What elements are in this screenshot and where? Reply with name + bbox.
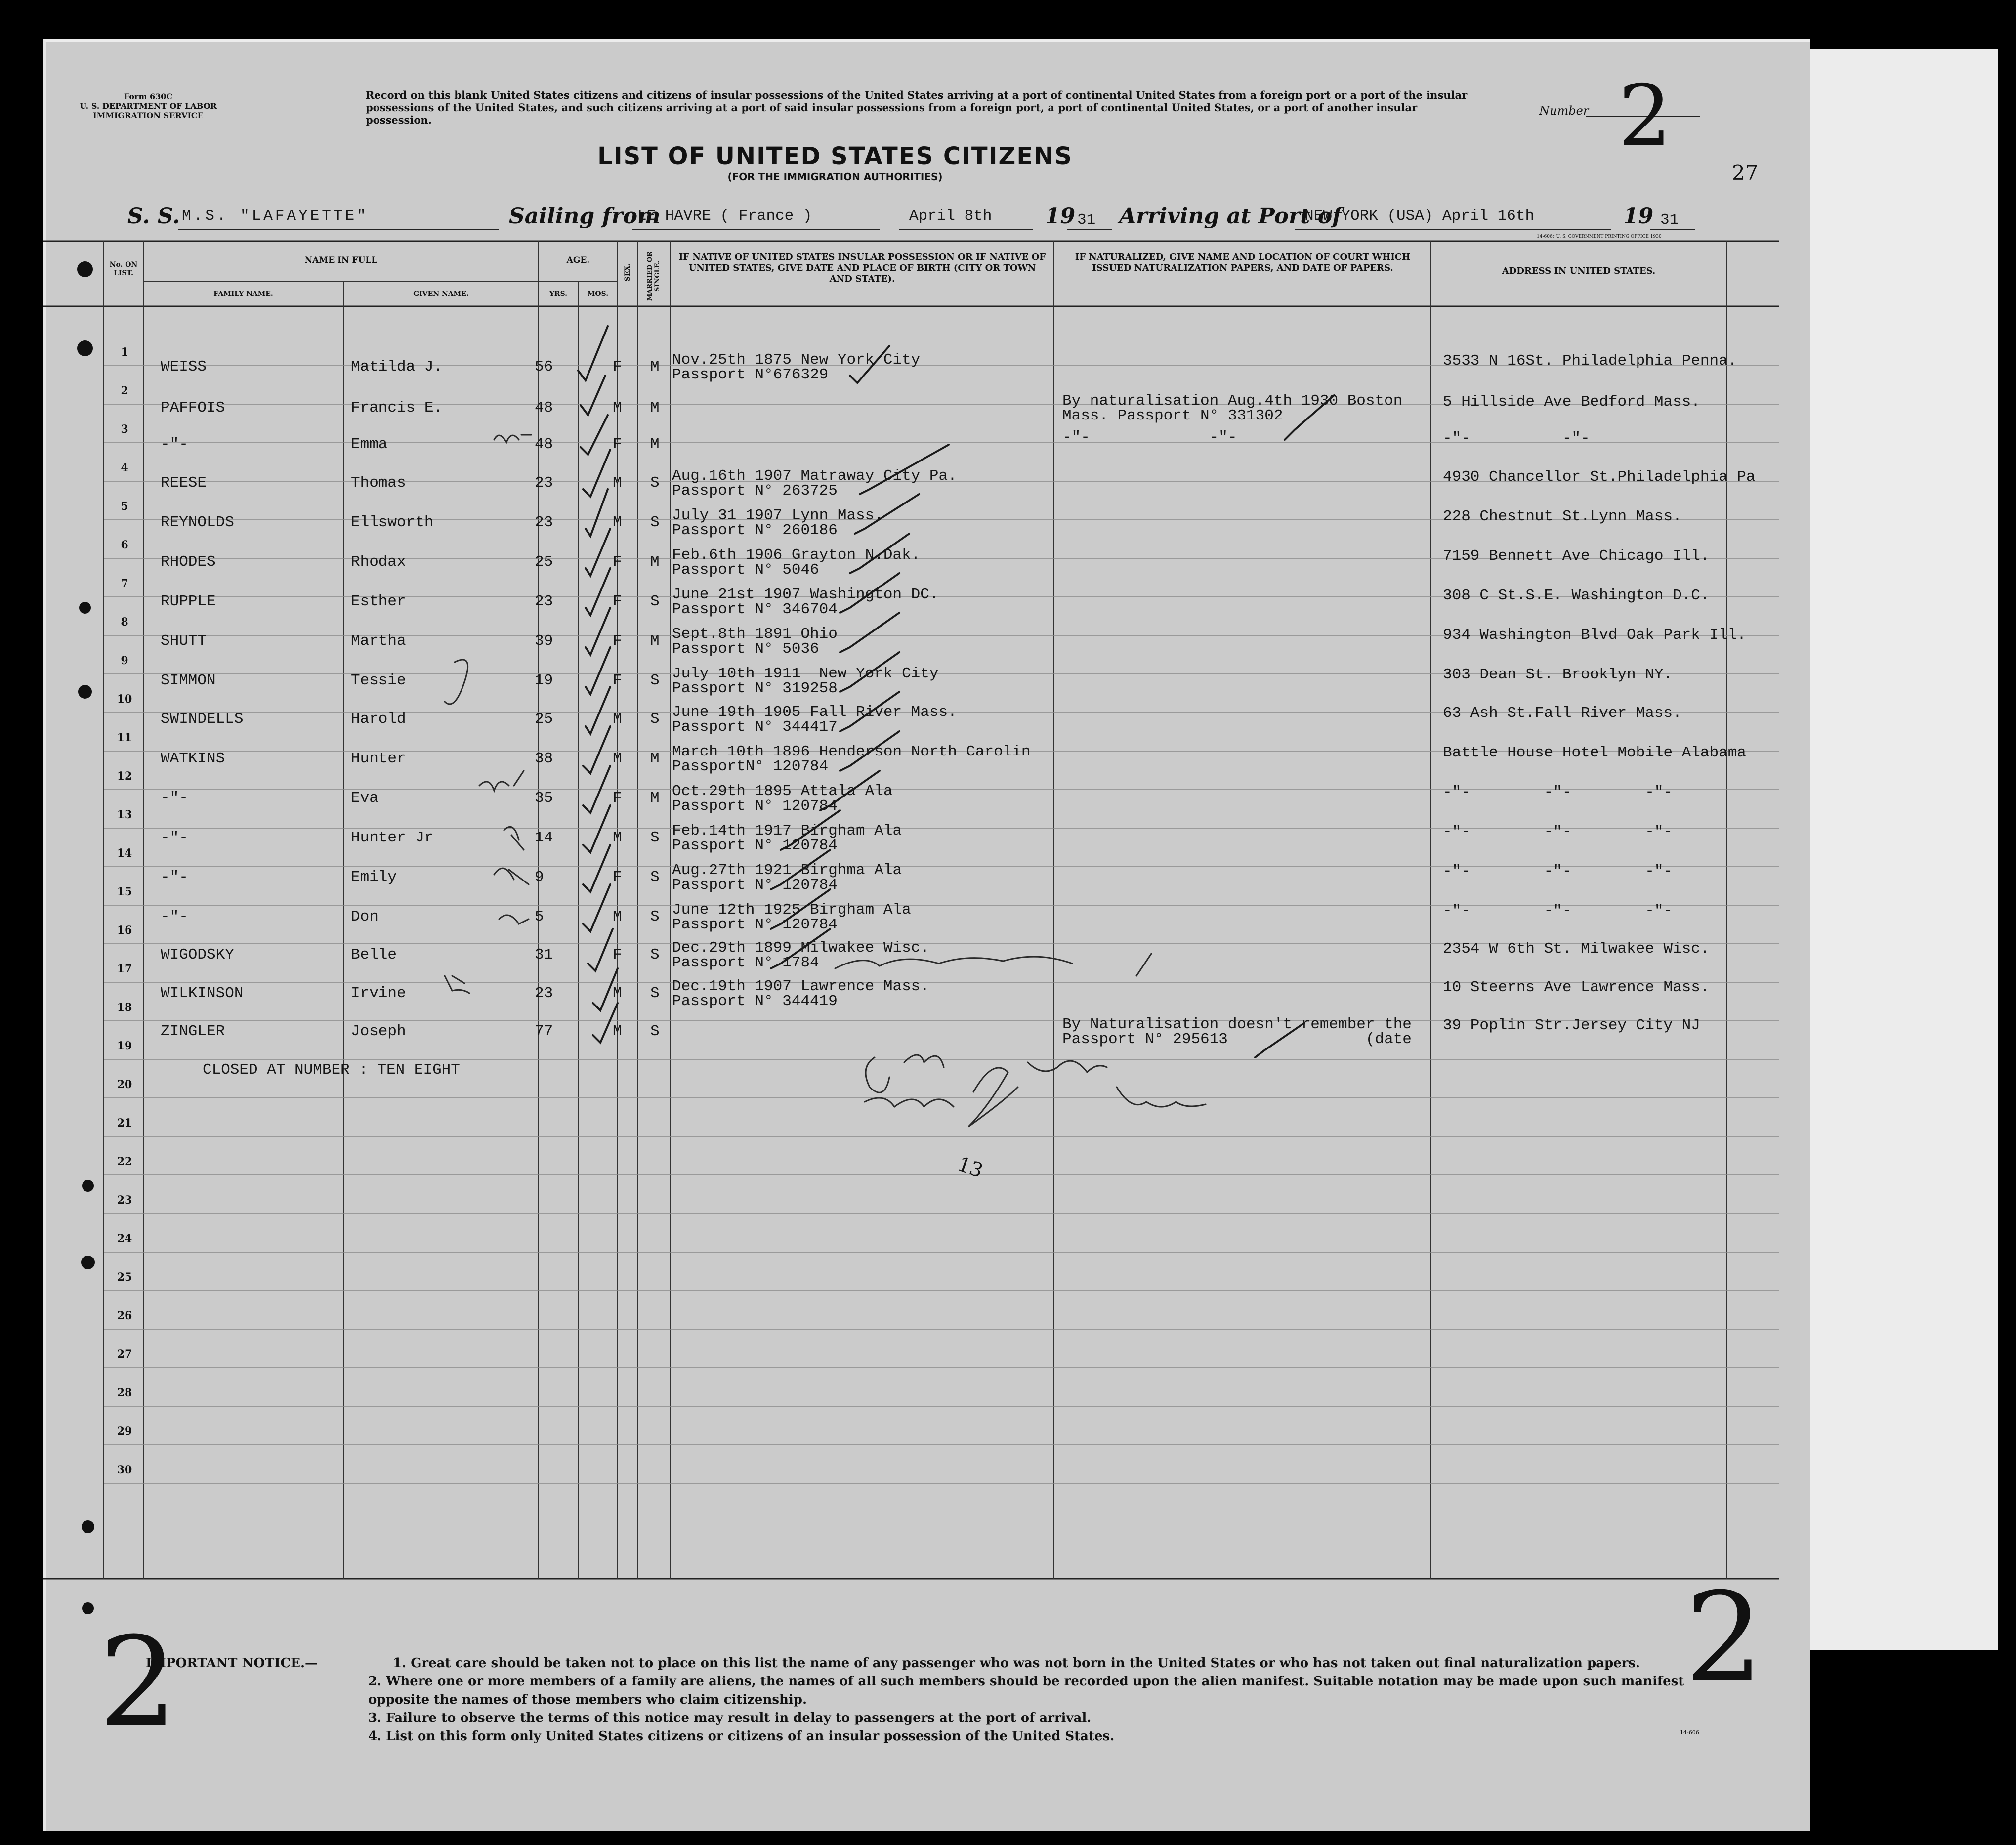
- given-name: Ellsworth: [351, 514, 434, 531]
- birth-line-2: Passport N° 120784: [672, 797, 838, 815]
- header-name-in-full: NAME IN FULL: [304, 255, 378, 265]
- birth-line-1: June 21st 1907 Washington DC.: [672, 586, 939, 603]
- given-name: Esther: [351, 593, 406, 610]
- row-number: 11: [117, 731, 132, 744]
- notice-item-1: 1. Great care should be taken not to place on this list the name of any passenger who was not born in the United States or who has not taken out final naturalization papers.: [393, 1656, 1640, 1671]
- binder-holes: [0, 0, 198, 1845]
- family-name: -"-: [161, 790, 188, 807]
- birth-line-1: June 12th 1925 Birgham Ala: [672, 901, 911, 919]
- notice-item-2: 2. Where one or more members of a family are aliens, the names of all such members should be recorded upon the alien manifest. Suitable notation may be made upon such manifest opposite the names of those members who claim citizenship.: [368, 1674, 1684, 1707]
- birth-line-1: Nov.25th 1875 New York City: [672, 351, 921, 369]
- family-name: -"-: [161, 869, 188, 886]
- address: 4930 Chancellor St.Philadelphia Pa: [1443, 468, 1756, 486]
- age-years: 9: [535, 869, 544, 886]
- row-number: 12: [117, 770, 132, 783]
- notice-item-3: 3. Failure to observe the terms of this notice may result in delay to passengers at the port of arrival.: [368, 1711, 1092, 1725]
- row-number: 5: [121, 500, 128, 513]
- row-number: 26: [117, 1309, 132, 1322]
- given-name: Irvine: [351, 985, 406, 1002]
- marital-status: S: [650, 514, 660, 531]
- address: 5 Hillside Ave Bedford Mass.: [1443, 393, 1700, 411]
- family-name: SHUTT: [161, 632, 207, 650]
- sex: M: [613, 985, 622, 1002]
- birth-line-1: July 10th 1911 New York City: [672, 665, 939, 682]
- birth-line-2: Passport N° 5036: [672, 640, 819, 658]
- marital-status: M: [650, 358, 660, 376]
- header-no: No. ON LIST.: [109, 261, 138, 277]
- marital-status: S: [650, 908, 660, 925]
- marital-status: M: [650, 750, 660, 767]
- birth-line-1: July 31 1907 Lynn Mass.: [672, 507, 883, 524]
- marital-status: M: [650, 553, 660, 571]
- age-years: 25: [535, 553, 553, 571]
- sex: F: [613, 672, 622, 689]
- birth-line-2: Passport N° 263725: [672, 482, 838, 500]
- birth-line-1: Sept.8th 1891 Ohio: [672, 626, 838, 643]
- row-number: 19: [117, 1040, 132, 1052]
- address: 934 Washington Blvd Oak Park Ill.: [1443, 627, 1746, 644]
- marital-status: M: [650, 790, 660, 807]
- row-number: 3: [121, 423, 128, 436]
- header-yrs: YRS.: [549, 290, 568, 298]
- sex: M: [613, 750, 622, 767]
- list-number: 2: [1618, 67, 1672, 165]
- given-name: Belle: [351, 946, 397, 964]
- birth-line-2: Passport N° 344417: [672, 718, 838, 736]
- address: -"- -"- -"-: [1443, 823, 1673, 840]
- family-name: ZINGLER: [161, 1023, 225, 1040]
- given-name: Tessie: [351, 672, 406, 689]
- age-years: 39: [535, 632, 553, 650]
- row-number: 22: [117, 1155, 132, 1168]
- row-number: 29: [117, 1425, 132, 1438]
- row-number: 30: [117, 1464, 132, 1476]
- address: 228 Chestnut St.Lynn Mass.: [1443, 508, 1682, 525]
- sex: F: [613, 632, 622, 650]
- page-subtitle: (FOR THE IMMIGRATION AUTHORITIES): [727, 171, 943, 183]
- row-number: 27: [117, 1348, 132, 1361]
- naturalization-line-2: Mass. Passport N° 331302: [1062, 407, 1283, 424]
- given-name: Harold: [351, 711, 406, 728]
- notice-label: IMPORTANT NOTICE.—: [146, 1656, 318, 1671]
- row-number: 8: [121, 616, 128, 629]
- family-name: PAFFOIS: [161, 399, 225, 417]
- age-years: 77: [535, 1023, 553, 1040]
- sex: M: [613, 474, 622, 492]
- birth-line-1: Aug.16th 1907 Matraway City Pa.: [672, 467, 957, 485]
- arrive-year: 31: [1660, 211, 1679, 229]
- row-number: 17: [117, 963, 132, 975]
- given-name: Hunter Jr: [351, 829, 434, 846]
- ss-label: S. S.: [127, 204, 180, 229]
- sex: F: [613, 436, 622, 453]
- address: 63 Ash St.Fall River Mass.: [1443, 705, 1682, 722]
- birth-line-1: Aug.27th 1921 Birghma Ala: [672, 862, 902, 879]
- page-number: 27: [1732, 161, 1759, 185]
- birth-line-2: Passport N° 120784: [672, 837, 838, 854]
- port-to: NEW YORK (USA) April 16th: [1304, 208, 1535, 225]
- marital-status: S: [650, 672, 660, 689]
- sex: F: [613, 869, 622, 886]
- naturalization-line-2: Passport N° 295613 (date: [1062, 1031, 1412, 1048]
- given-name: Martha: [351, 632, 406, 650]
- sex: F: [613, 358, 622, 376]
- age-years: 38: [535, 750, 553, 767]
- header-married: MARRIED OR SINGLE.: [646, 252, 661, 301]
- sex: M: [613, 711, 622, 728]
- row-number: 7: [121, 577, 128, 590]
- birth-line-1: March 10th 1896 Henderson North Carolin: [672, 743, 1031, 760]
- naturalization-line-1: By Naturalisation doesn't remember the: [1062, 1016, 1412, 1033]
- given-name: Eva: [351, 790, 378, 807]
- family-name: REESE: [161, 474, 207, 492]
- ship-name: M.S. "LAFAYETTE": [182, 208, 369, 225]
- row-number: 16: [117, 924, 132, 937]
- marital-status: S: [650, 711, 660, 728]
- age-years: 23: [535, 985, 553, 1002]
- marital-status: S: [650, 946, 660, 964]
- family-name: REYNOLDS: [161, 514, 234, 531]
- address: -"- -"- -"-: [1443, 863, 1673, 880]
- row-number: 14: [117, 847, 132, 860]
- birth-line-2: Passport N° 1784: [672, 954, 819, 971]
- birth-line-1: Oct.29th 1895 Attala Ala: [672, 783, 893, 800]
- birth-line-2: Passport N° 319258: [672, 680, 838, 697]
- naturalization-line-1: -"- -"-: [1062, 429, 1237, 446]
- number-label: Number: [1539, 104, 1589, 118]
- row-number: 18: [117, 1001, 132, 1014]
- row-number: 13: [117, 808, 132, 821]
- marital-status: M: [650, 632, 660, 650]
- age-years: 23: [535, 593, 553, 610]
- row-number: 10: [117, 693, 132, 706]
- address: 3533 N 16St. Philadelphia Penna.: [1443, 352, 1737, 370]
- header-address: ADDRESS IN UNITED STATES.: [1502, 266, 1656, 276]
- form-id: Form 630C: [124, 92, 173, 101]
- given-name: Emma: [351, 436, 388, 453]
- given-name: Francis E.: [351, 399, 443, 417]
- row-number: 15: [117, 885, 132, 898]
- row-number: 1: [121, 346, 128, 359]
- sail-year: 31: [1077, 211, 1096, 229]
- header-birth: IF NATIVE OF UNITED STATES INSULAR POSSESSION OR IF NATIVE OF UNITED STATES, GIVE DATE AND PLACE OF BIRTH (CITY OR TOWN AND STATE).: [678, 252, 1046, 284]
- age-years: 56: [535, 358, 553, 376]
- row-number: 20: [117, 1078, 132, 1091]
- instructions: Record on this blank United States citizens and citizens of insular possessions of the United States arriving at a port of continental United States from a foreign port or a port of the insular possessions of the United States, and such citizens arriving at a port of said insular possessions from a foreign port, a port of continental United States, or a port of another insular possession.: [366, 89, 1468, 126]
- sailing-label: Sailing from: [509, 204, 661, 229]
- family-name: WIGODSKY: [161, 946, 234, 964]
- page-title: LIST OF UNITED STATES CITIZENS: [597, 142, 1073, 170]
- service: IMMIGRATION SERVICE: [93, 111, 204, 120]
- sex: F: [613, 553, 622, 571]
- age-years: 23: [535, 514, 553, 531]
- age-years: 19: [535, 672, 553, 689]
- marital-status: S: [650, 869, 660, 886]
- given-name: Hunter: [351, 750, 406, 767]
- row-number: 25: [117, 1271, 132, 1284]
- year-prefix: 19: [1045, 204, 1076, 229]
- sex: M: [613, 1023, 622, 1040]
- row-number: 6: [121, 539, 128, 551]
- family-name: -"-: [161, 436, 188, 453]
- marital-status: S: [650, 593, 660, 610]
- age-years: 5: [535, 908, 544, 925]
- marital-status: S: [650, 829, 660, 846]
- family-name: RHODES: [161, 553, 216, 571]
- header-given-name: GIVEN NAME.: [413, 290, 469, 298]
- stamp-number: 13: [954, 1152, 986, 1183]
- family-name: WATKINS: [161, 750, 225, 767]
- address: -"- -"- -"-: [1443, 902, 1673, 920]
- footer-code: 14-606: [1680, 1729, 1699, 1736]
- address: -"- -"-: [1443, 430, 1590, 447]
- footer-big-number-left: 2: [99, 1610, 178, 1754]
- row-number: 24: [117, 1232, 132, 1245]
- header-family-name: FAMILY NAME.: [213, 290, 273, 298]
- birth-line-1: Feb.14th 1917 Birgham Ala: [672, 822, 902, 839]
- row-number: 2: [121, 384, 128, 397]
- given-name: Don: [351, 908, 378, 925]
- birth-line-2: Passport N°676329: [672, 366, 829, 383]
- port-from: LE HAVRE ( France ): [637, 208, 812, 225]
- row-number: 9: [121, 654, 128, 667]
- marital-status: S: [650, 474, 660, 492]
- important-notice: [106, 1654, 1737, 1746]
- header-age: AGE.: [566, 255, 590, 265]
- footer-big-number-right: 2: [1685, 1566, 1764, 1710]
- marital-status: S: [650, 985, 660, 1002]
- sex: M: [613, 829, 622, 846]
- marital-status: S: [650, 1023, 660, 1040]
- birth-line-1: June 19th 1905 Fall River Mass.: [672, 704, 957, 721]
- age-years: 25: [535, 711, 553, 728]
- address: 303 Dean St. Brooklyn NY.: [1443, 666, 1673, 683]
- address: Battle House Hotel Mobile Alabama: [1443, 744, 1746, 761]
- header-mos: MOS.: [587, 290, 609, 298]
- arrive-year-prefix: 19: [1623, 204, 1654, 229]
- birth-line-2: Passport N° 344419: [672, 993, 838, 1010]
- sex: M: [613, 908, 622, 925]
- family-name: WILKINSON: [161, 985, 244, 1002]
- address: 2354 W 6th St. Milwakee Wisc.: [1443, 940, 1710, 958]
- age-years: 48: [535, 399, 553, 417]
- header-naturalized: IF NATURALIZED, GIVE NAME AND LOCATION OF COURT WHICH ISSUED NATURALIZATION PAPERS, AND DATE OF PAPERS.: [1075, 252, 1411, 273]
- notice-item-4: 4. List on this form only United States citizens or citizens of an insular possession of the United States.: [368, 1729, 1115, 1744]
- given-name: Matilda J.: [351, 358, 443, 376]
- given-name: Thomas: [351, 474, 406, 492]
- marital-status: M: [650, 399, 660, 417]
- address: 10 Steerns Ave Lawrence Mass.: [1443, 979, 1710, 996]
- address: -"- -"- -"-: [1443, 784, 1673, 801]
- family-name: WEISS: [161, 358, 207, 376]
- family-name: -"-: [161, 829, 188, 846]
- sex: M: [613, 399, 622, 417]
- age-years: 14: [535, 829, 553, 846]
- header-sex: SEX.: [624, 263, 631, 282]
- birth-line-2: Passport N° 260186: [672, 522, 838, 539]
- given-name: Emily: [351, 869, 397, 886]
- given-name: Rhodax: [351, 553, 406, 571]
- birth-line-2: PassportN° 120784: [672, 758, 829, 775]
- sex: F: [613, 593, 622, 610]
- birth-line-1: Dec.19th 1907 Lawrence Mass.: [672, 978, 929, 995]
- sex: F: [613, 790, 622, 807]
- department: U. S. DEPARTMENT OF LABOR: [80, 101, 217, 111]
- closed-note: CLOSED AT NUMBER : TEN EIGHT: [203, 1061, 460, 1079]
- age-years: 31: [535, 946, 553, 964]
- address: 39 Poplin Str.Jersey City NJ: [1443, 1017, 1700, 1034]
- birth-line-1: Feb.6th 1906 Grayton N.Dak.: [672, 546, 921, 564]
- birth-line-1: Dec.29th 1899 Milwakee Wisc.: [672, 939, 929, 957]
- birth-line-2: Passport N° 120784: [672, 916, 838, 933]
- row-number: 23: [117, 1194, 132, 1207]
- birth-line-2: Passport N° 5046: [672, 561, 819, 579]
- sail-date: April 8th: [909, 208, 992, 225]
- age-years: 35: [535, 790, 553, 807]
- age-years: 48: [535, 436, 553, 453]
- family-name: SIMMON: [161, 672, 216, 689]
- printer-note: 14-606c U. S. GOVERNMENT PRINTING OFFICE 1930: [1537, 234, 1662, 239]
- age-years: 23: [535, 474, 553, 492]
- birth-line-2: Passport N° 346704: [672, 601, 838, 618]
- family-name: RUPPLE: [161, 593, 216, 610]
- sex: F: [613, 946, 622, 964]
- address: 308 C St.S.E. Washington D.C.: [1443, 587, 1710, 604]
- sex: M: [613, 514, 622, 531]
- birth-line-2: Passport N° 120784: [672, 877, 838, 894]
- family-name: -"-: [161, 908, 188, 925]
- marital-status: M: [650, 436, 660, 453]
- given-name: Joseph: [351, 1023, 406, 1040]
- row-number: 4: [121, 461, 128, 474]
- arriving-label: Arriving at Port of: [1119, 204, 1342, 229]
- family-name: SWINDELLS: [161, 711, 244, 728]
- row-number: 28: [117, 1386, 132, 1399]
- row-number: 21: [117, 1117, 132, 1130]
- naturalization-line-1: By naturalisation Aug.4th 1930 Boston: [1062, 392, 1403, 410]
- address: 7159 Bennett Ave Chicago Ill.: [1443, 547, 1710, 565]
